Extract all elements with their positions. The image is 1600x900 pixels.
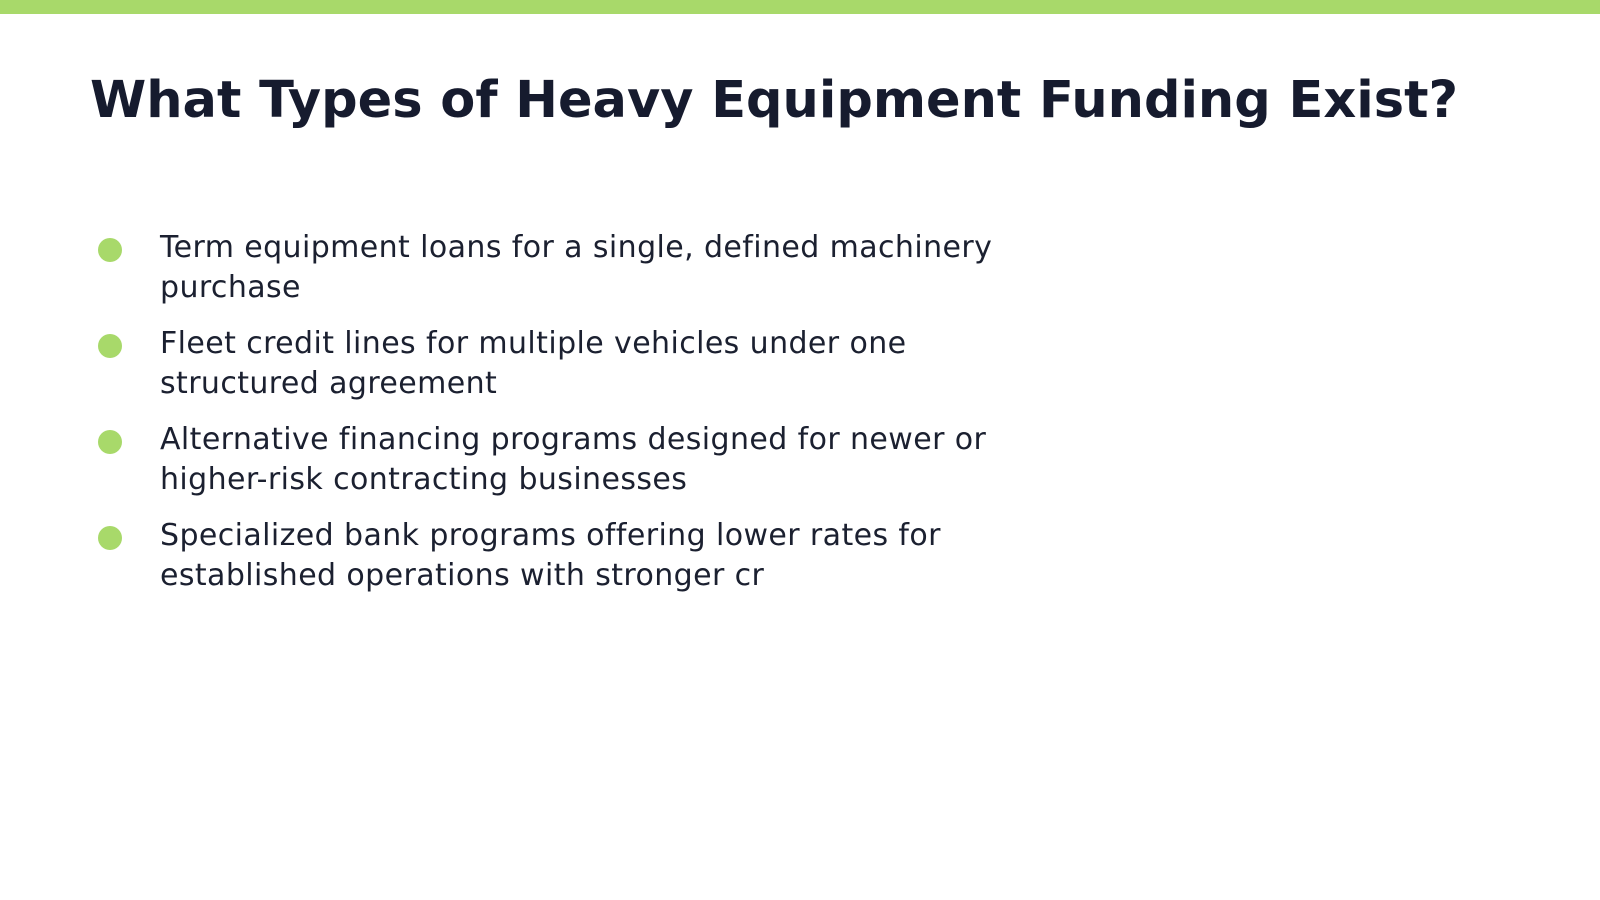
bullet-item [96, 324, 1056, 404]
bullet-item [96, 516, 1056, 596]
bullet-dot-icon [98, 238, 122, 262]
bullet-item [96, 228, 1056, 308]
top-accent-bar [0, 0, 1600, 14]
bullet-text: Specialized bank programs offering lower rates for established operations with stronger cr [160, 518, 941, 593]
bullet-item [96, 420, 1056, 500]
bullet-dot-icon [98, 430, 122, 454]
bullet-list [96, 228, 1056, 612]
bullet-text: Alternative financing programs designed for newer or higher-risk contracting businesses [160, 422, 987, 497]
bullet-dot-icon [98, 334, 122, 358]
bullet-text: Fleet credit lines for multiple vehicles under one structured agreement [160, 326, 907, 401]
bullet-dot-icon [98, 526, 122, 550]
slide-title: What Types of Heavy Equipment Funding Exist? [90, 71, 1459, 130]
bullet-text: Term equipment loans for a single, defined machinery purchase [160, 230, 993, 305]
